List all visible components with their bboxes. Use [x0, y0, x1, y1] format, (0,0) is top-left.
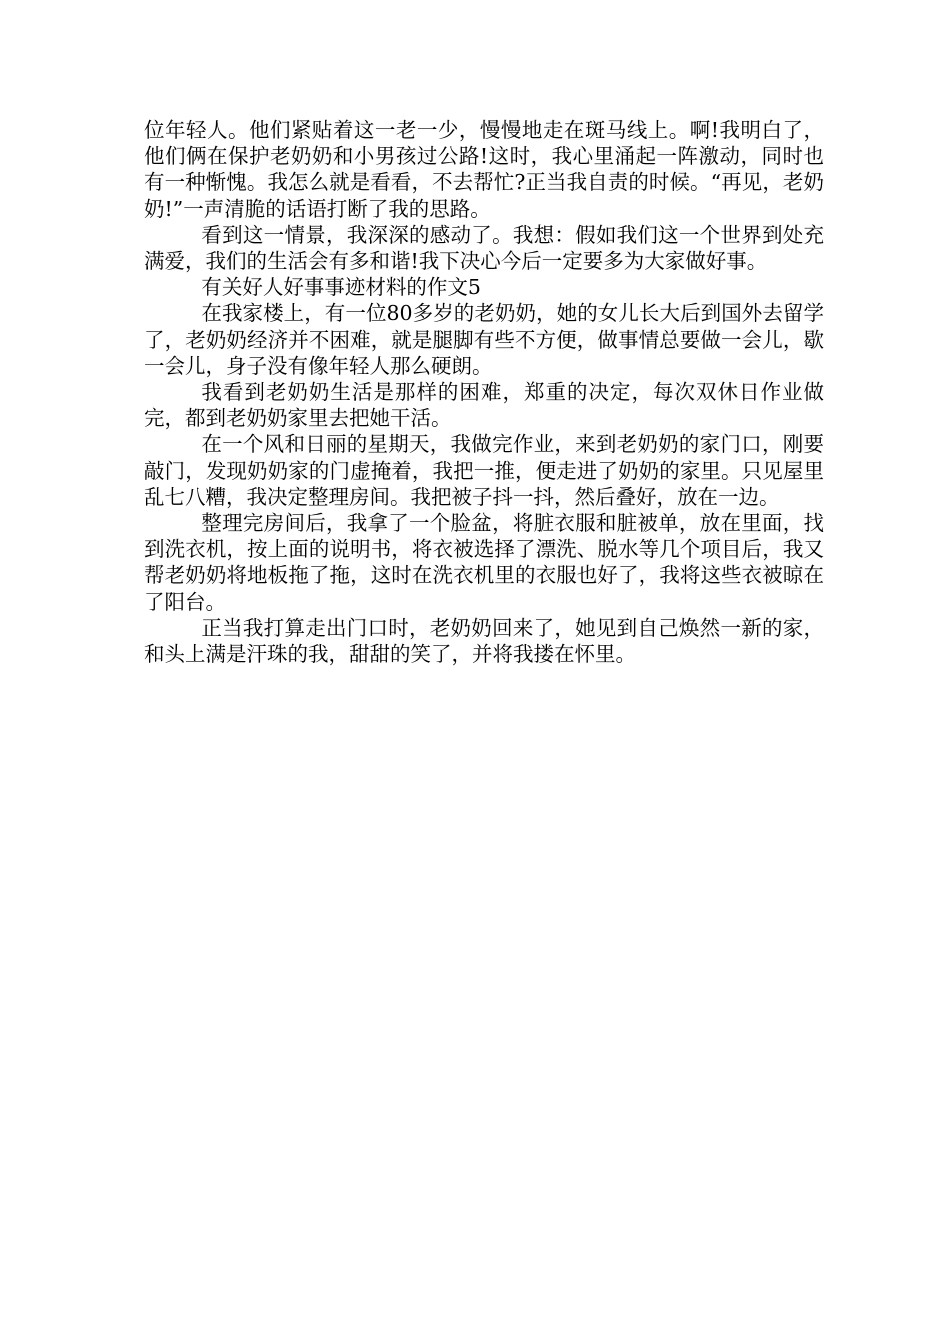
paragraph: 我看到老奶奶生活是那样的困难，郑重的决定，每次双休日作业做完，都到老奶奶家里去把她干活。: [144, 380, 824, 431]
paragraph: 整理完房间后，我拿了一个脸盆，将脏衣服和脏被单，放在里面，找到洗衣机，按上面的说明书，将衣被选择了漂洗、脱水等几个项目后，我又帮老奶奶将地板拖了拖，这时在洗衣机里的衣服也好了，我将这些衣被晾在了阳台。: [144, 511, 824, 614]
document-body: [144, 117, 824, 667]
paragraph: 在我家楼上，有一位80多岁的老奶奶，她的女儿长大后到国外去留学了，老奶奶经济并不困难，就是腿脚有些不方便，做事情总要做一会儿，歇一会儿，身子没有像年轻人那么硬朗。: [144, 301, 824, 378]
section-heading: 有关好人好事事迹材料的作文5: [201, 275, 481, 300]
paragraph: 在一个风和日丽的星期天，我做完作业，来到老奶奶的家门口，刚要敲门，发现奶奶家的门虚掩着，我把一推，便走进了奶奶的家里。只见屋里乱七八糟，我决定整理房间。我把被子抖一抖，然后叠好，放在一边。: [144, 432, 824, 509]
paragraph: 看到这一情景，我深深的感动了。我想：假如我们这一个世界到处充满爱，我们的生活会有多和谐!我下决心今后一定要多为大家做好事。: [144, 222, 824, 274]
paragraph: 正当我打算走出门口时，老奶奶回来了，她见到自己焕然一新的家，和头上满是汗珠的我，甜甜的笑了，并将我搂在怀里。: [144, 615, 824, 667]
paragraph-continuation: 位年轻人。他们紧贴着这一老一少，慢慢地走在斑马线上。啊!我明白了，他们俩在保护老奶奶和小男孩过公路!这时，我心里涌起一阵激动，同时也有一种惭愧。我怎么就是看看，不去帮忙?正当我自责的时候。“再见，老奶奶!”一声清脆的话语打断了我的思路。: [144, 118, 824, 221]
